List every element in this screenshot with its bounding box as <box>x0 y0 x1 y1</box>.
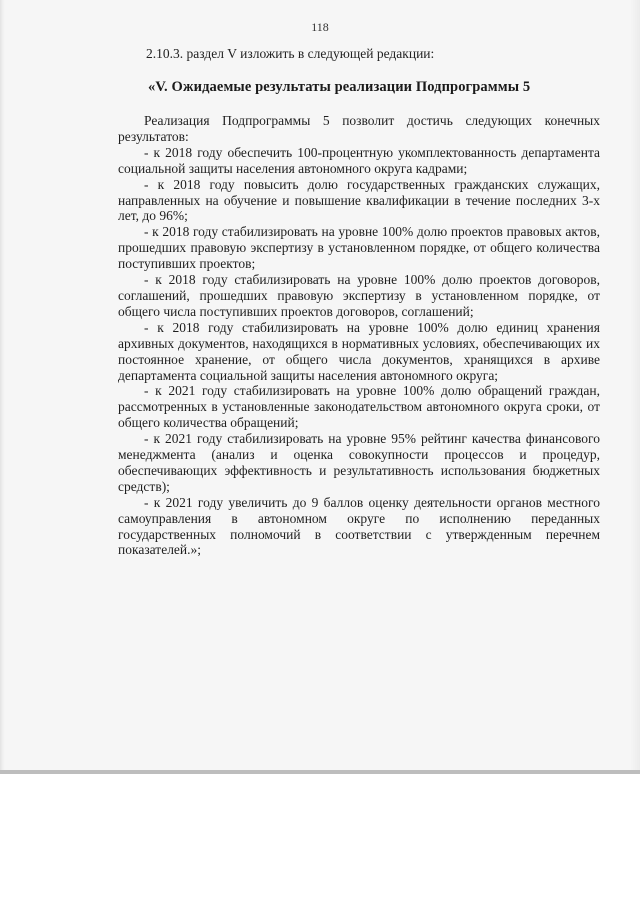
amendment-intro: 2.10.3. раздел V изложить в следующей редакции: <box>146 46 435 61</box>
result-item: - к 2021 году стабилизировать на уровне 100% долю обращений граждан, рассмотренных в установленные законодательством автономного округа сроки, от общего количества обращений; <box>118 383 600 431</box>
result-item: - к 2021 году увеличить до 9 баллов оценку деятельности органов местного самоуправления в автономном округе по исполнению переданных государственных полномочий в соответствии с утвержденным перечнем показателей.»; <box>118 494 600 558</box>
paragraph-intro: Реализация Подпрограммы 5 позволит достичь следующих конечных результатов: <box>118 113 600 144</box>
body-text <box>118 113 600 558</box>
result-item: - к 2018 году стабилизировать на уровне 100% долю проектов договоров, соглашений, прошедших правовую экспертизу в установленном порядке, от общего числа поступивших проектов договоров, соглашений; <box>118 272 600 319</box>
page-number: 118 <box>311 20 329 34</box>
result-item: - к 2021 году стабилизировать на уровне 95% рейтинг качества финансового менеджмента (анализ и оценка совокупности процессов и процедур, обеспечивающих эффективность и результативность использования бюджетных средств); <box>118 431 600 494</box>
section-heading: «V. Ожидаемые результаты реализации Подпрограммы 5 <box>148 79 531 95</box>
result-item: - к 2018 году повысить долю государственных гражданских служащих, направленных на обучение и повышение квалификации в течение последних 3-х лет, до 96%; <box>118 176 600 224</box>
result-item: - к 2018 году стабилизировать на уровне 100% долю единиц хранения архивных документов, находящихся в нормативных условиях, обеспечивающих их постоянное хранение, от общего числа документов, хранящихся в архиве департамента социальной защиты населения автономного округа; <box>118 319 600 383</box>
result-item: - к 2018 году стабилизировать на уровне 100% долю проектов правовых актов, прошедших правовую экспертизу в установленном порядке, от общего количества поступивших проектов; <box>118 224 600 272</box>
result-item: - к 2018 году обеспечить 100-процентную укомплектованность департамента социальной защиты населения автономного округа кадрами; <box>118 144 600 176</box>
